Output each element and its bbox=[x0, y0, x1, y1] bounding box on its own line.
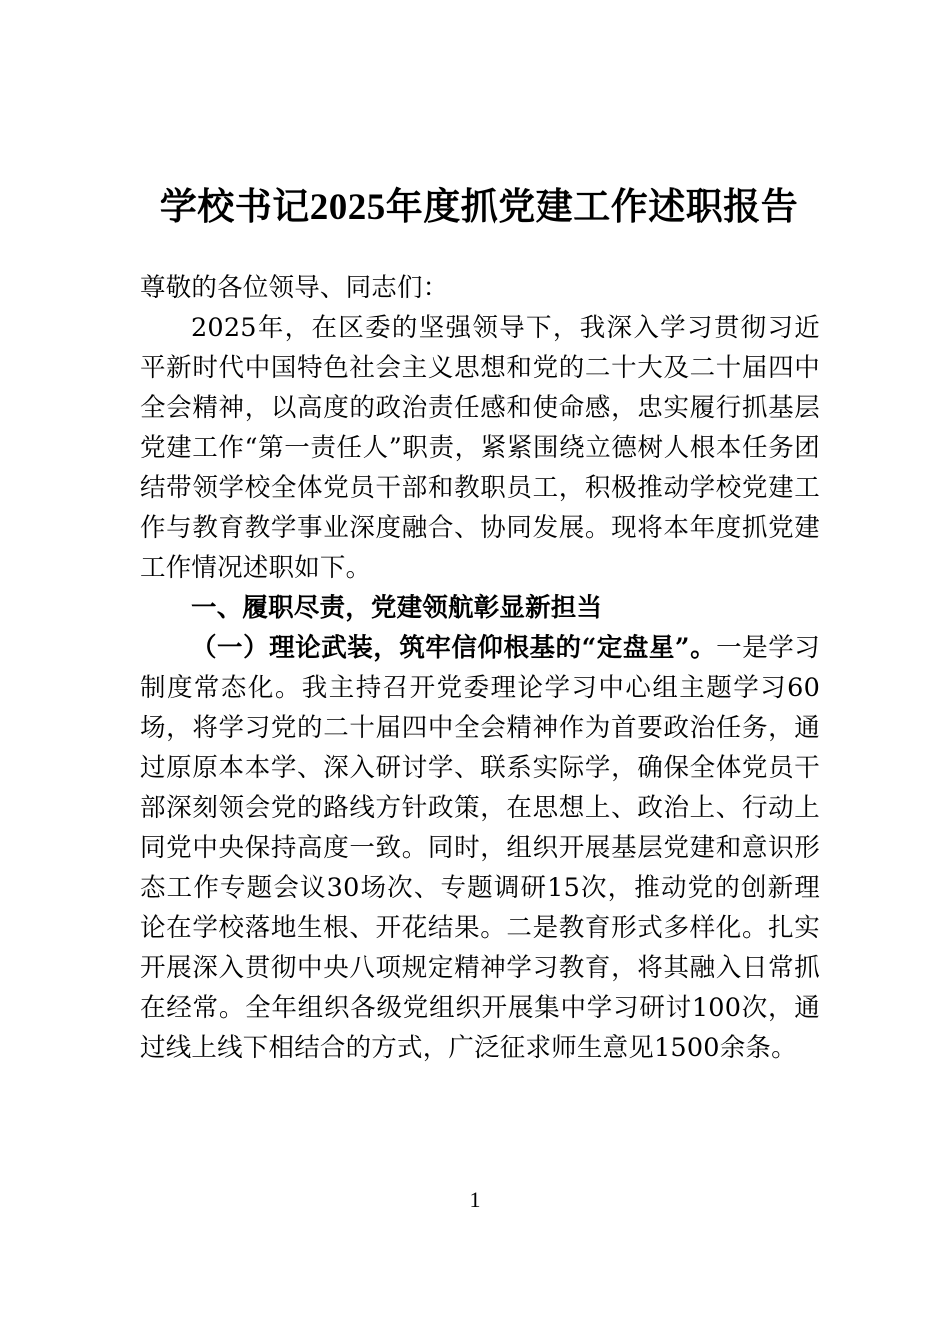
subsection-1-1-body: 一是学习制度常态化。我主持召开党委理论学习中心组主题学习60场，将学习党的二十届四中全会精神作为首要政治任务，通过原原本本学、深入研讨学、联系实际学，确保全体党员干部深刻领会党的路线方针政策，在思想上、政治上、行动上同党中央保持高度一致。同时，组织开展基层党建和意识形态工作专题会议30场次、专题调研15次，推动党的创新理论在学校落地生根、开花结果。二是教育形式多样化。扎实开展深入贯彻中央八项规定精神学习教育，将其融入日常抓在经常。全年组织各级党组织开展集中学习研讨100次，通过线上线下相结合的方式，广泛征求师生意见1500余条。 bbox=[140, 633, 820, 1063]
subsection-1-1-paragraph bbox=[140, 628, 820, 1068]
salutation-paragraph: 尊敬的各位领导、同志们： bbox=[140, 273, 449, 303]
page-number: 1 bbox=[469, 1187, 481, 1212]
subsection-1-1-title: （一）理论武装，筑牢信仰根基的“定盘星”。 bbox=[191, 633, 717, 663]
section-heading-1: 一、履职尽责，党建领航彰显新担当 bbox=[191, 593, 603, 623]
page-title: 学校书记2025年度抓党建工作述职报告 bbox=[159, 186, 799, 228]
document-body bbox=[140, 268, 820, 1068]
opening-paragraph: 2025年，在区委的坚强领导下，我深入学习贯彻习近平新时代中国特色社会主义思想和党的二十大及二十届四中全会精神，以高度的政治责任感和使命感，忠实履行抓基层党建工作“第一责任人”职责，紧紧围绕立德树人根本任务团结带领学校全体党员干部和教职员工，积极推动学校党建工作与教育教学事业深度融合、协同发展。现将本年度抓党建工作情况述职如下。 bbox=[140, 313, 820, 583]
